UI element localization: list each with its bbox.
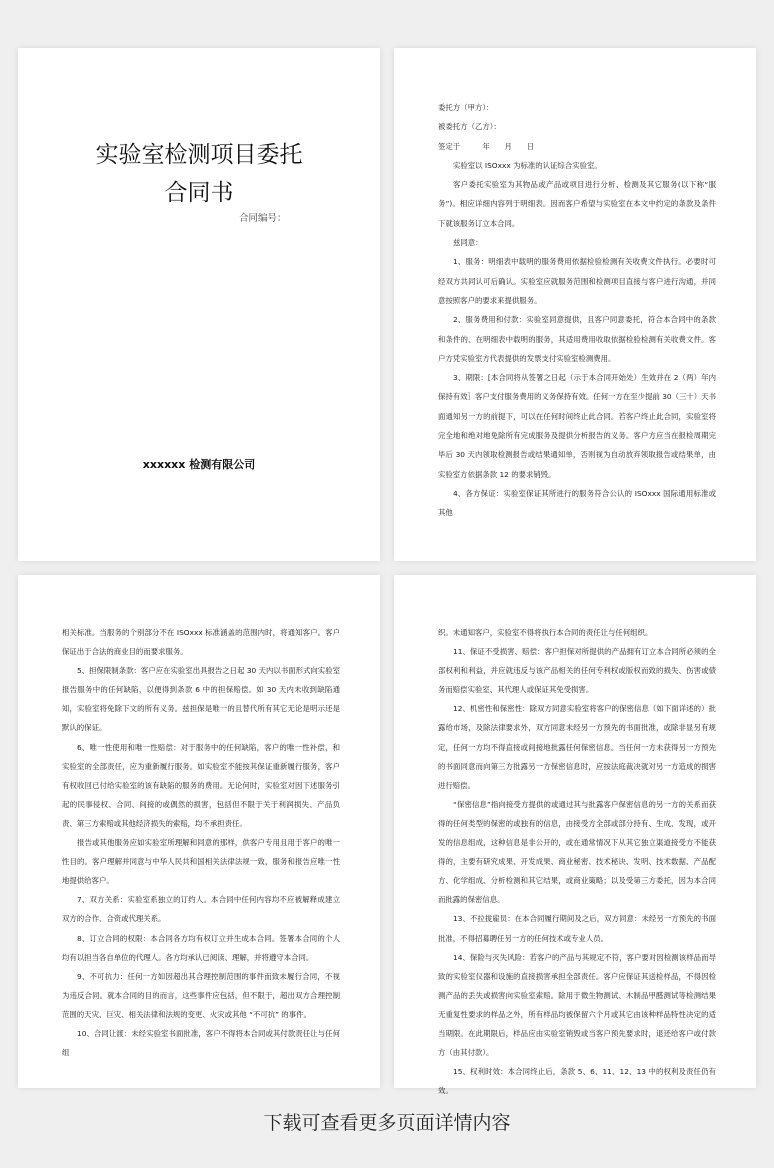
contract-paragraph: 8、订立合同的权限：本合同各方均有权订立并生成本合同。签署本合同的个人均有以担当各自单位的代理人。各方均承认已阅读、理解，并将遵守本合同。 [62,933,340,962]
cover-title-line2: 合同书 [164,180,234,206]
cover-title-line1: 实验室检测项目委托 [95,142,303,168]
contract-paragraph: 5、担保限制条款：客户应在实验室出具报告之日起 30 天内以书面形式向实验室报告服务中的任何缺陷，以便得到条款 6 中的担保赔偿。如 30 天内未收到缺陷通知，实验室将免除下文的所有义务。兹担保是唯一的且替代所有其它无论是明示还是默认的保证。 [62,666,340,733]
contract-paragraph: 1、服务：明细表中载明的服务费用依据检验检测有关收费文件执行。必要时可经双方共同认可后确认。实验室应就服务范围和检测项目直接与客户进行沟通，并同意按照客户的要求来提供服务。 [438,257,716,305]
contract-paragraph: 委托方（甲方）： [438,103,494,112]
page-4-body [438,623,716,1100]
contract-paragraph: 13、不拉拢雇员：在本合同履行期间及之后，双方同意：未经另一方预先的书面批准，不得招募聘任另一方的任何技术或专业人员。 [438,914,716,943]
contract-paragraph: 4、各方保证：实验室保证其所进行的服务符合公认的 ISOxxx 国际通用标准或其他 [438,488,716,518]
contract-cover-page [18,48,380,561]
contract-paragraph: 3、期限：[本合同将从签署之日起（示于本合同开始处）生效并在 2（两）年内保持有效］客户支付服务费用的义务保持有效。任何一方在至少提前 30（三十）天书面通知另一方的前提下，可以在任何时间终止此合同。若客户终止此合同，实验室将完全地和绝对地免除所有完成服务及提供分析报告的义务。客户方应当在报检周期完毕后 30 天内领取检测报告或结果通知单，否则视为自动放弃领取报告或结果单，由实验室方依据条款 12 的要求销毁。 [438,373,716,479]
contract-paragraph: 12、机密性和保密性：除双方同意实验室将客户的保密信息（如下面详述的）批露给市场，及除法律要求外，双方同意未经另一方预先的书面批准，或除非显另有规定，任何一方均不得直接或间接地批露任何保密信息。当任何一方未获得另一方预先的书面同意而向第三方批露另一方保密信息时，应按法庭裁决就对另一方造成的损害进行赔偿。 [438,704,716,790]
page-3-body [62,623,340,1062]
contract-paragraph: 签定于 年 月 日 [438,141,535,151]
contract-paragraph: 11、保证不受损害、赔偿：客户担保对所提供的产品拥有订立本合同所必须的全部权利和利益，并应就违反与该产品相关的任何专利权或版权而致的损失、伤害或债务而赔偿实验室、其代理人或保证其免受损害。 [438,647,716,695]
contract-paragraph: 兹同意： [453,238,483,248]
contract-paragraph: 实验室以 ISOxxx 为标准的认证综合实验室。 [453,160,602,170]
contract-page-4 [394,575,756,1096]
contract-paragraph: 6、唯一性使用和唯一性赔偿：对于服务中的任何缺陷，客户的唯一性补偿，和实验室的全部责任，应为重新履行服务。如实验室不能按其保证重新履行服务，客户有权收回已付给实验室的该有缺陷的服务的费用。无论何时，实验室对因下述服务引起的民事侵权、合同、间接的或偶然的损害，包括但不限于关于利润损失、产品负责、第三方索赔或其他经济损失的索赔，均不承担责任。 [62,742,340,828]
contract-paragraph: 客户委托实验室为其物品或产品或项目进行分析、检测及其它服务(以下称“服务”)。相应详细内容列于明细表。因而客户希望与实验室在本文中约定的条款及条件下就该服务订立本合同。 [438,180,716,228]
contract-paragraph: 2、服务费用和付款：实验室同意提供，且客户同意委托，符合本合同中的条款和条件的、在明细表中载明的服务，其适用费用收取依据检验检测有关收费文件。客户方凭实验室方代表提供的发票支付实验室检测费用。 [438,315,716,363]
contract-paragraph: 15、权利时效：本合同终止后，条款 5、6、11、12、13 中的权利及责任仍有效。 [438,1067,716,1096]
contract-paragraph: “保密信息”指向接受方提供的或通过其与批露客户保密信息的另一方的关系而获得的任何类型的保密的或独有的信息，由接受方全部或部分持有、生成、发现，或开发的信息组成，这种信息是非公开的，或在通常情况下从其它独立渠道接受方不能获得的，主要有研究成果、开发成果、商业秘密、技术秘诀、发明、技术数据、产品配方、化学组成、分析检测和其它结果，或商业策略；以及受第三方委托，因为本合同而批露的保密信息。 [438,799,716,905]
contract-paragraph: 相关标准。当服务的个别部分不在 ISOxxx 标准涵盖的范围内时，将通知客户。客户保证出于合法的商业目的而要求服务。 [62,628,340,657]
download-more-prompt[interactable]: 下载可查看更多页面详情内容 [263,1112,511,1134]
contract-paragraph: 报告或其他服务应如实验室所理解和同意的那样，供客户专用且用于客户的唯一性目的。客户理解并同意与中华人民共和国相关法律法规一致，服务和报告应唯一性地提供给客户。 [62,838,340,886]
company-name: xxxxxx 检测有限公司 [142,458,256,471]
contract-paragraph: 9、不可抗力：任何一方如因超出其合理控制范围的事件而致未履行合同，不视为违反合同。就本合同的目的而言，这些事件应包括，但不限于，超出双方合理控制范围的天灾、巨灾、相关法律和法规的变更、火灾或其他 “不可抗” 的事件。 [62,971,340,1019]
page-2-body [438,98,716,523]
contract-paragraph: 10、合同让渡：未经实验室书面批准，客户不得将本合同或其付款责任让与任何组 [62,1028,340,1058]
contract-paragraph: 7、双方关系：实验室系独立的订约人。本合同中任何内容均不应被解释成建立双方的合作、合资或代理关系。 [62,895,340,924]
contract-number-label: 合同编号： [239,213,287,224]
contract-paragraph: 14、保险与灭失风险：若客户的产品与其规定不符，客户要对因检测该样品而导致的实验室仪器和设施的直接损害承担全部责任。客户应保证其送检样品，不得因检测产品的丢失或损害向实验室索赔。除用于微生物测试、木制品甲醛测试等检测结果无重复性要求的样品之外，所有样品均被保留六个月或其它由该种样品特性决定的适当期限。在此期限后，样品应由实验室销毁或当客户预先要求时，退还给客户或付款方（由其付款）。 [438,952,716,1058]
contract-paragraph: 被委托方（乙方）： [438,122,501,132]
contract-paragraph: 织。未通知客户，实验室不得将执行本合同的责任让与任何组织。 [438,628,653,637]
contract-page-2 [394,48,756,561]
contract-page-3 [18,575,380,1088]
